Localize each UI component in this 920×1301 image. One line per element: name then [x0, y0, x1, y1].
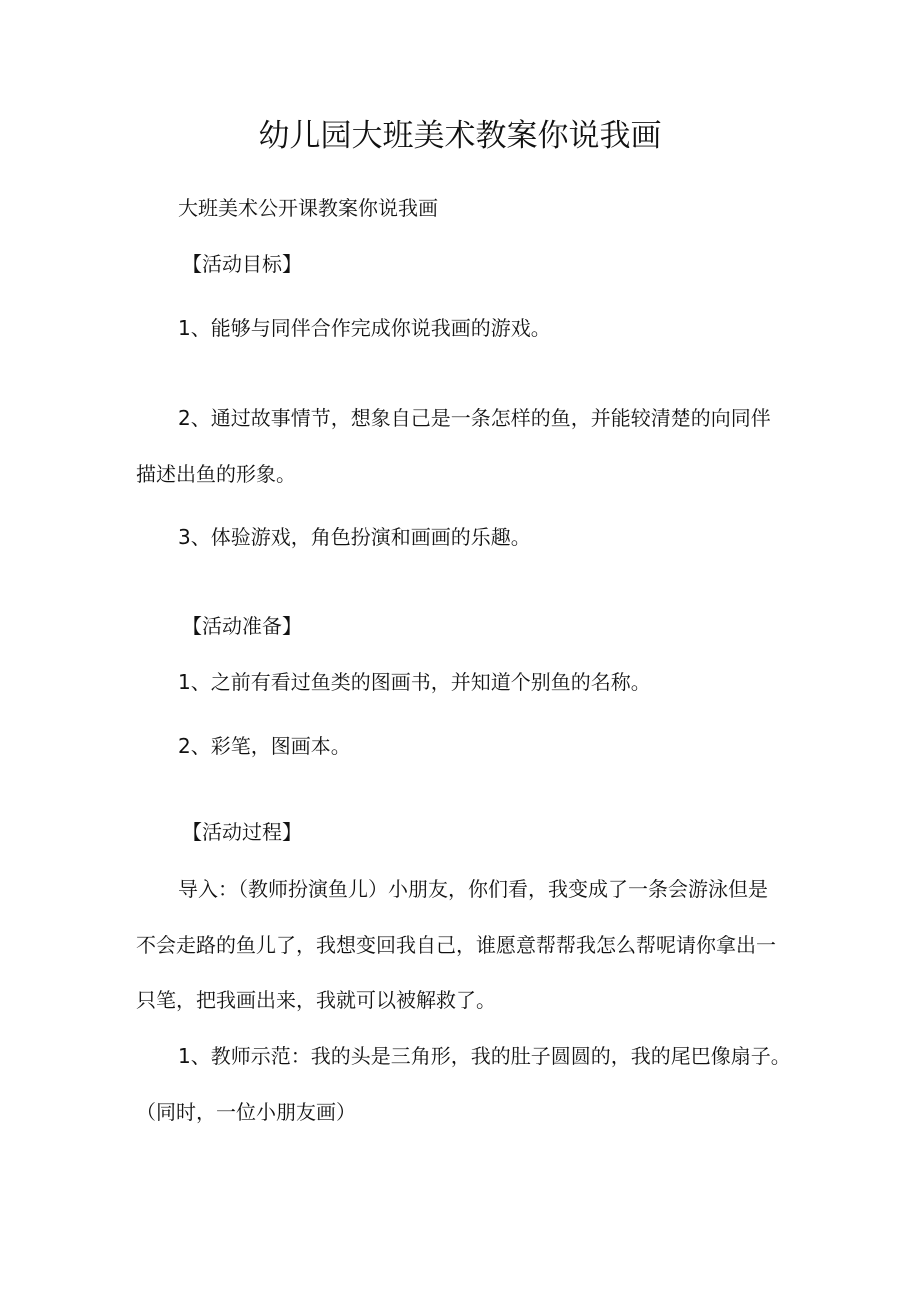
- section-heading-goals: 【活动目标】: [182, 252, 302, 276]
- prep-item-1: 1、之前有看过鱼类的图画书，并知道个别鱼的名称。: [178, 670, 651, 694]
- process-step-1-line-1: 1、教师示范：我的头是三角形，我的肚子圆圆的，我的尾巴像扇子。: [178, 1044, 791, 1068]
- process-intro-line-3: 只笔，把我画出来，我就可以被解救了。: [136, 988, 496, 1012]
- prep-item-2: 2、彩笔，图画本。: [178, 734, 351, 758]
- goal-item-2-line-2: 描述出鱼的形象。: [136, 462, 296, 486]
- goal-item-2-line-1: 2、通过故事情节，想象自己是一条怎样的鱼，并能较清楚的向同伴: [178, 406, 771, 430]
- document-title: 幼儿园大班美术教案你说我画: [258, 118, 662, 154]
- process-intro-line-1: 导入：（教师扮演鱼儿）小朋友，你们看，我变成了一条会游泳但是: [178, 877, 768, 901]
- process-intro-line-2: 不会走路的鱼儿了，我想变回我自己，谁愿意帮帮我怎么帮呢请你拿出一: [136, 933, 776, 957]
- section-heading-prep: 【活动准备】: [182, 614, 302, 638]
- section-heading-process: 【活动过程】: [182, 820, 302, 844]
- goal-item-1: 1、能够与同伴合作完成你说我画的游戏。: [178, 316, 551, 340]
- goal-item-3: 3、体验游戏，角色扮演和画画的乐趣。: [178, 525, 531, 549]
- document-subtitle: 大班美术公开课教案你说我画: [178, 196, 438, 220]
- process-step-1-line-2: （同时，一位小朋友画）: [136, 1100, 356, 1124]
